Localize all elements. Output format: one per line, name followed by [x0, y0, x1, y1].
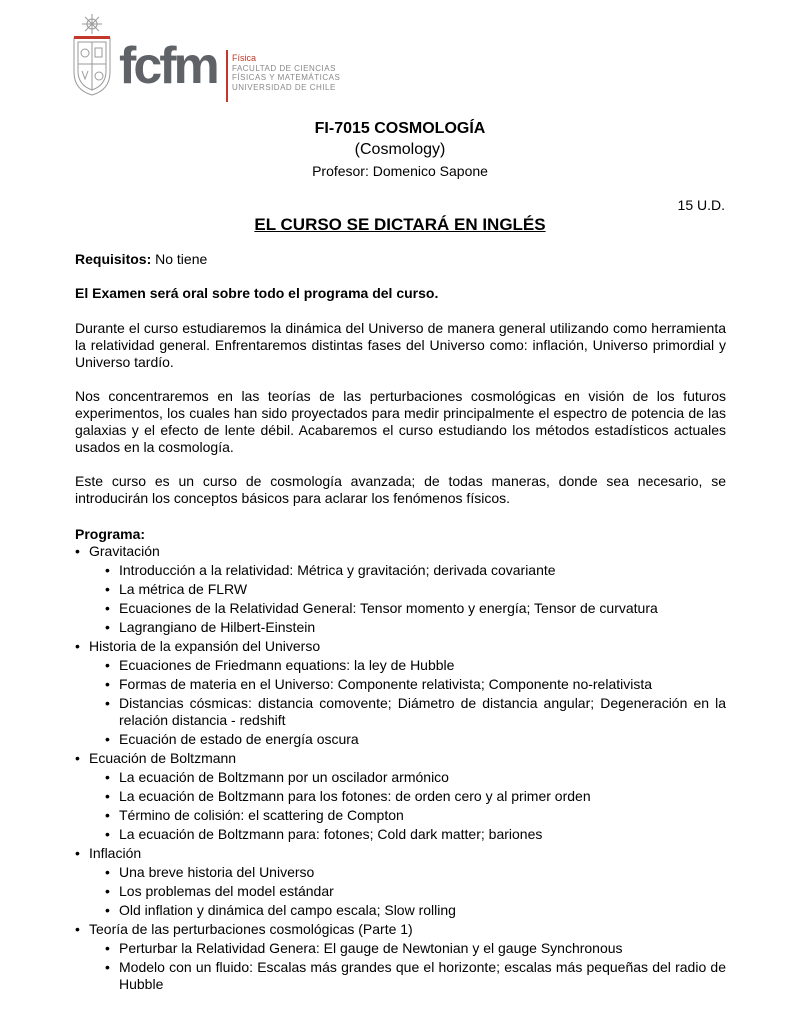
program-topic: • Término de colisión: el scattering de Compton [105, 807, 726, 824]
program-topic: • Distancias cósmicas: distancia comovente; Diámetro de distancia angular; Degeneración en la relación distancia - redshift [105, 695, 726, 729]
program-section [75, 638, 726, 748]
program-topic: • La ecuación de Boltzmann para: fotones; Cold dark matter; bariones [105, 826, 726, 843]
program-topic: • Una breve historia del Universo [105, 864, 726, 881]
language-notice: EL CURSO SE DICTARÁ EN INGLÉS [254, 215, 546, 234]
program-section [75, 845, 726, 919]
description-paragraph: Nos concentraremos en las teorías de las perturbaciones cosmológicas en visión de los futuros experimentos, los cuales han sido proyectados para medir principalmente el espectro de potencia de las galaxias y el efecto de lente débil. Acabaremos el curso estudiando los métodos estadísticos actuales usados en la cosmología. [75, 388, 726, 455]
institution-line: FÍSICAS Y MATEMÁTICAS [232, 73, 341, 82]
program-list [75, 543, 726, 993]
logo-divider [226, 50, 228, 102]
program-topic: • La ecuación de Boltzmann para los fotones: de orden cero y al primer orden [105, 788, 726, 805]
course-english-title: (Cosmology) [354, 141, 446, 158]
institution-line: UNIVERSIDAD DE CHILE [232, 82, 336, 92]
program-topic: • La ecuación de Boltzmann por un oscilador armónico [105, 769, 726, 786]
program-section [75, 543, 726, 636]
program-topic: • Modelo con un fluido: Escalas más grandes que el horizonte; escalas más pequeñas del radio de Hubble [105, 959, 726, 993]
program-topic: • Lagrangiano de Hilbert-Einstein [105, 619, 726, 636]
program-section-title: Ecuación de Boltzmann [89, 750, 237, 766]
program-topic: • Perturbar la Relatividad Genera: El gauge de Newtonian y el gauge Synchronous [105, 940, 726, 957]
program-topic: • Ecuaciones de Friedmann equations: la ley de Hubble [105, 657, 726, 674]
program-subtopics [89, 657, 726, 748]
institution-line: FACULTAD DE CIENCIAS [232, 63, 336, 73]
program-topic: • Old inflation y dinámica del campo escala; Slow rolling [105, 902, 726, 919]
program-topic: • Ecuaciones de la Relatividad General: Tensor momento y energía; Tensor de curvatura [105, 600, 726, 617]
requirements [75, 251, 726, 268]
description-paragraph: Durante el curso estudiaremos la dinámica del Universo de manera general utilizando como herramienta la relatividad general. Enfrentaremos distintas fases del Universo como: inflación, Universo primordial y Universo tardío. [75, 320, 726, 370]
program-topic: • Ecuación de estado de energía oscura [105, 731, 726, 748]
program-topic: • La métrica de FLRW [105, 581, 726, 598]
course-description [75, 251, 726, 995]
program-heading: Programa: [75, 526, 146, 542]
program-topic: • Formas de materia en el Universo: Componente relativista; Componente no-relativista [105, 676, 726, 693]
program-subtopics [89, 769, 726, 843]
program-subtopics [89, 864, 726, 919]
faculty-header [70, 14, 370, 104]
program-section-title: Gravitación [89, 543, 160, 559]
program-subtopics [89, 940, 726, 993]
requirements-label: Requisitos: [75, 251, 152, 267]
program-topic: • Introducción a la relatividad: Métrica y gravitación; derivada covariante [105, 562, 726, 579]
description-paragraph: Este curso es un curso de cosmología avanzada; de todas maneras, donde sea necesario, se introducirán los conceptos básicos para aclarar los fenómenos físicos. [75, 473, 726, 506]
university-seal-icon [70, 14, 114, 96]
course-title: FI-7015 COSMOLOGÍA [314, 120, 486, 137]
requirements-value: No tiene [151, 251, 208, 267]
course-units: 15 U.D. [677, 197, 725, 213]
exam-note: El Examen será oral sobre todo el programa del curso. [75, 285, 439, 301]
program-subtopics [89, 562, 726, 636]
fcfm-wordmark: fcfm [119, 37, 217, 95]
course-professor: Profesor: Domenico Sapone [312, 163, 488, 179]
program-section-title: Inflación [89, 845, 142, 861]
program-section [75, 750, 726, 843]
program-topic: • Los problemas del model estándar [105, 883, 726, 900]
department-name: Física [232, 53, 257, 63]
program-section [75, 921, 726, 993]
institution-name [232, 54, 340, 92]
fcfm-logo [119, 37, 217, 95]
program-section-title: Teoría de las perturbaciones cosmológicas (Parte 1) [89, 921, 413, 937]
program-section-title: Historia de la expansión del Universo [89, 638, 321, 654]
